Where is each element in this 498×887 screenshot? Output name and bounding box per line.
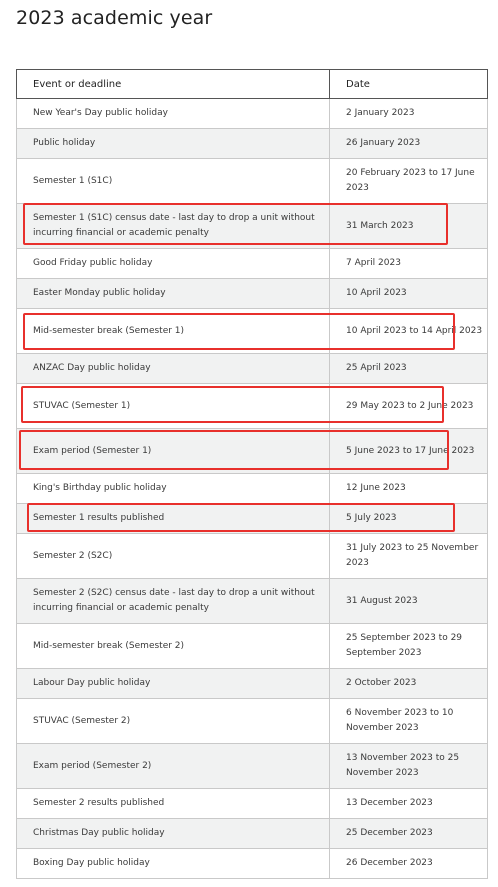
event-cell: STUVAC (Semester 2) xyxy=(17,699,330,744)
date-cell: 2 October 2023 xyxy=(330,669,488,699)
event-cell: Exam period (Semester 1) xyxy=(17,429,330,474)
table-row xyxy=(17,249,488,279)
date-cell: 13 November 2023 to 25 November 2023 xyxy=(330,744,488,789)
event-cell: New Year's Day public holiday xyxy=(17,99,330,129)
table-row xyxy=(17,309,488,354)
table-row xyxy=(17,504,488,534)
event-cell: Semester 1 (S1C) xyxy=(17,159,330,204)
table-row xyxy=(17,534,488,579)
event-cell: Boxing Day public holiday xyxy=(17,849,330,879)
table-row xyxy=(17,474,488,504)
event-cell: ANZAC Day public holiday xyxy=(17,354,330,384)
event-cell: Public holiday xyxy=(17,129,330,159)
event-cell: Mid-semester break (Semester 1) xyxy=(17,309,330,354)
academic-calendar-table xyxy=(16,69,488,879)
date-cell: 5 July 2023 xyxy=(330,504,488,534)
event-cell: Exam period (Semester 2) xyxy=(17,744,330,789)
table-row xyxy=(17,849,488,879)
date-cell: 20 February 2023 to 17 June 2023 xyxy=(330,159,488,204)
date-cell: 31 July 2023 to 25 November 2023 xyxy=(330,534,488,579)
column-header-event: Event or deadline xyxy=(17,70,330,99)
event-cell: STUVAC (Semester 1) xyxy=(17,384,330,429)
table-row xyxy=(17,819,488,849)
event-cell: Semester 1 (S1C) census date - last day to drop a unit without incurring financial or academic penalty xyxy=(17,204,330,249)
event-cell: Mid-semester break (Semester 2) xyxy=(17,624,330,669)
date-cell: 26 January 2023 xyxy=(330,129,488,159)
event-cell: Semester 2 (S2C) xyxy=(17,534,330,579)
table-row xyxy=(17,99,488,129)
date-cell: 10 April 2023 xyxy=(330,279,488,309)
date-cell: 2 January 2023 xyxy=(330,99,488,129)
date-cell: 6 November 2023 to 10 November 2023 xyxy=(330,699,488,744)
table-row xyxy=(17,354,488,384)
table-row xyxy=(17,159,488,204)
column-header-date: Date xyxy=(330,70,488,99)
date-cell: 25 September 2023 to 29 September 2023 xyxy=(330,624,488,669)
table-row xyxy=(17,429,488,474)
table-row xyxy=(17,624,488,669)
table-row xyxy=(17,579,488,624)
event-cell: Labour Day public holiday xyxy=(17,669,330,699)
date-cell: 5 June 2023 to 17 June 2023 xyxy=(330,429,488,474)
event-cell: Semester 1 results published xyxy=(17,504,330,534)
event-cell: Christmas Day public holiday xyxy=(17,819,330,849)
table-header-row xyxy=(17,70,488,99)
date-cell: 10 April 2023 to 14 April 2023 xyxy=(330,309,488,354)
date-cell: 25 December 2023 xyxy=(330,819,488,849)
date-cell: 7 April 2023 xyxy=(330,249,488,279)
date-cell: 26 December 2023 xyxy=(330,849,488,879)
table-row xyxy=(17,789,488,819)
table-row xyxy=(17,129,488,159)
event-cell: Good Friday public holiday xyxy=(17,249,330,279)
event-cell: Semester 2 (S2C) census date - last day to drop a unit without incurring financial or academic penalty xyxy=(17,579,330,624)
event-cell: Easter Monday public holiday xyxy=(17,279,330,309)
event-cell: Semester 2 results published xyxy=(17,789,330,819)
date-cell: 13 December 2023 xyxy=(330,789,488,819)
table-row xyxy=(17,204,488,249)
table-row xyxy=(17,384,488,429)
event-cell: King's Birthday public holiday xyxy=(17,474,330,504)
date-cell: 25 April 2023 xyxy=(330,354,488,384)
table-row xyxy=(17,744,488,789)
table-row xyxy=(17,699,488,744)
date-cell: 29 May 2023 to 2 June 2023 xyxy=(330,384,488,429)
table-row xyxy=(17,669,488,699)
page-title: 2023 academic year xyxy=(16,7,213,29)
table-row xyxy=(17,279,488,309)
date-cell: 31 March 2023 xyxy=(330,204,488,249)
date-cell: 12 June 2023 xyxy=(330,474,488,504)
date-cell: 31 August 2023 xyxy=(330,579,488,624)
